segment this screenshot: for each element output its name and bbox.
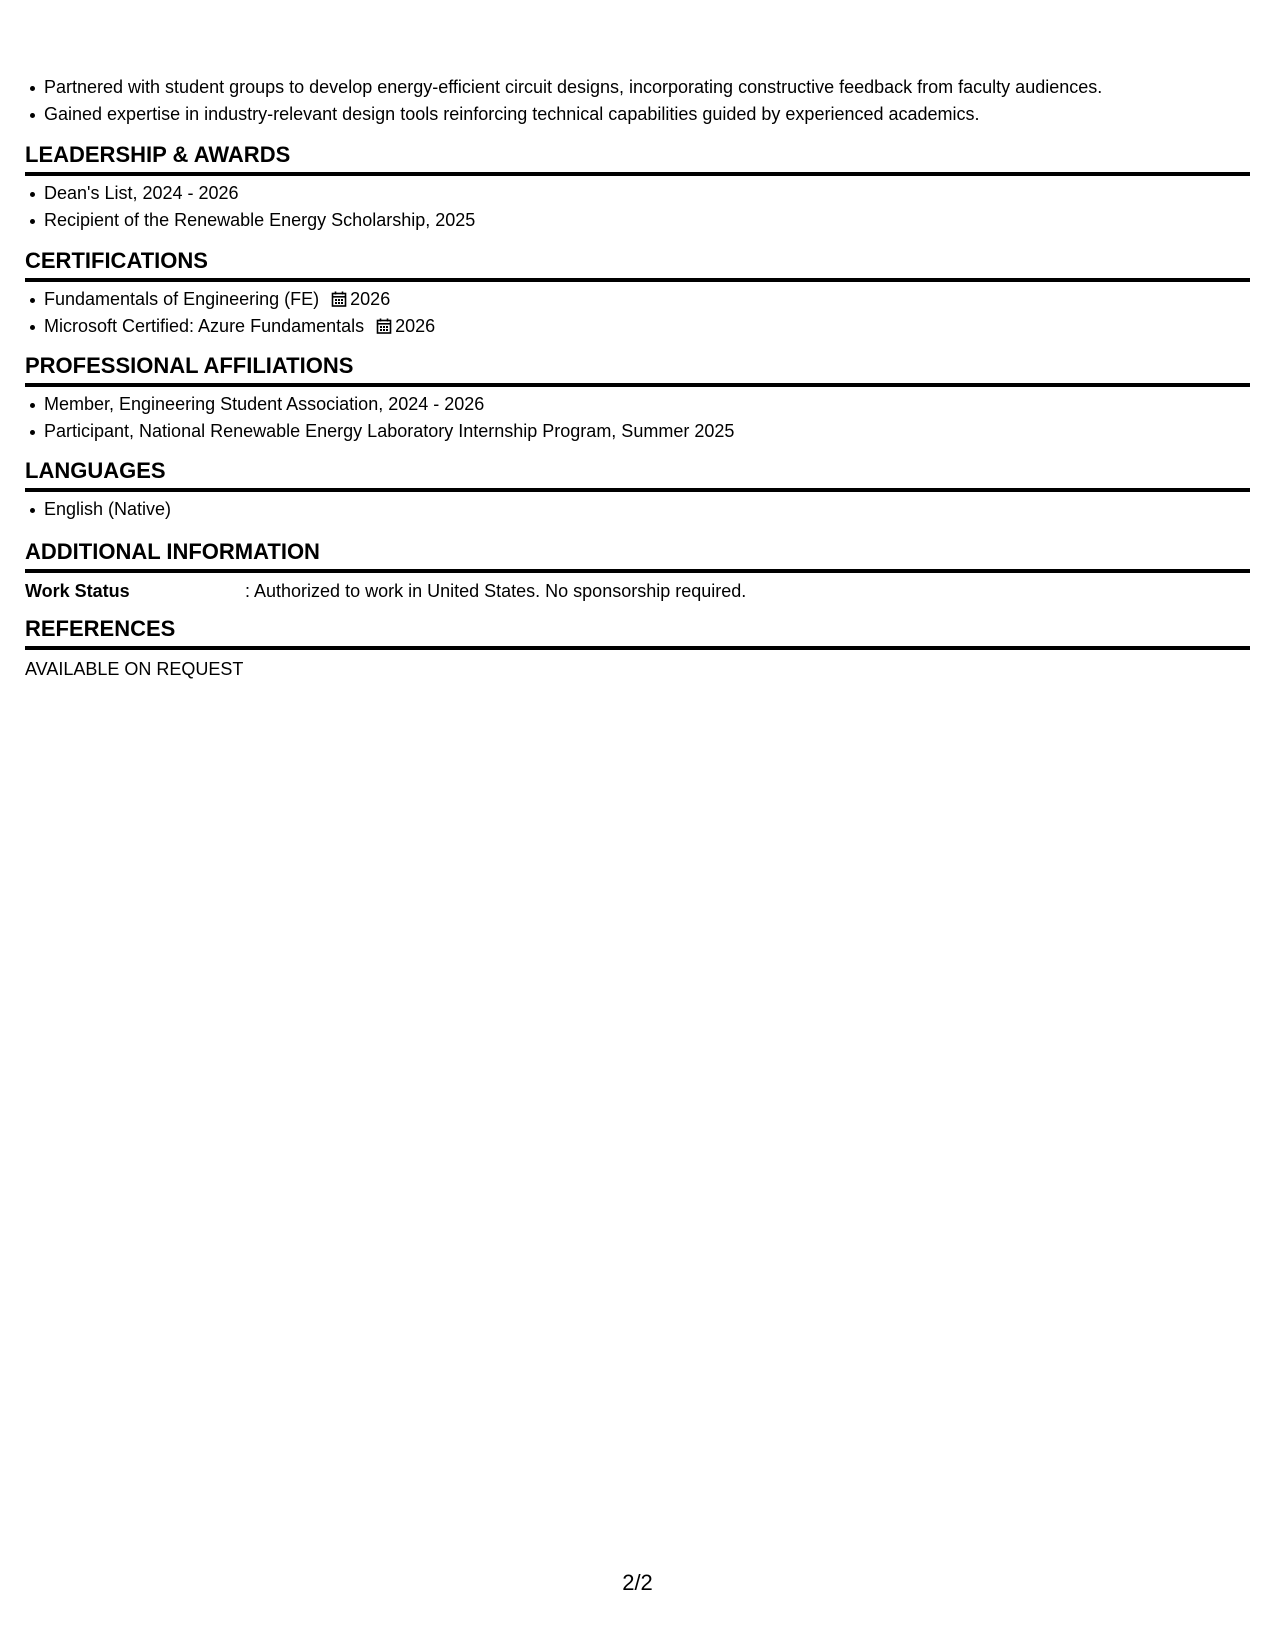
section-title-affiliations: PROFESSIONAL AFFILIATIONS <box>25 353 354 378</box>
affiliations-section <box>25 352 1250 445</box>
affiliations-list <box>25 391 1250 445</box>
section-divider <box>25 172 1250 176</box>
experience-bullet-list <box>25 74 1250 128</box>
languages-section <box>25 457 1250 523</box>
calendar-icon <box>376 315 392 331</box>
section-divider <box>25 569 1250 573</box>
page-number: 2/2 <box>622 1570 653 1595</box>
section-divider <box>25 488 1250 492</box>
section-title-leadership: LEADERSHIP & AWARDS <box>25 142 291 167</box>
experience-continuation <box>25 74 1250 128</box>
affiliation-item: Member, Engineering Student Association, 2024 - 2026 <box>25 391 1250 418</box>
experience-bullet: Gained expertise in industry-relevant design tools reinforcing technical capabilities guided by experienced academics. <box>25 101 1250 128</box>
affiliation-item: Participant, National Renewable Energy Laboratory Internship Program, Summer 2025 <box>25 418 1250 445</box>
section-divider <box>25 383 1250 387</box>
certification-item <box>25 286 1250 313</box>
section-title-references: REFERENCES <box>25 616 176 641</box>
certification-name: Microsoft Certified: Azure Fundamentals <box>44 316 365 336</box>
certifications-section <box>25 247 1250 340</box>
section-divider <box>25 646 1250 650</box>
references-section <box>25 615 1250 682</box>
work-status-label: Work Status <box>25 581 130 601</box>
section-title-additional: ADDITIONAL INFORMATION <box>25 539 320 564</box>
certification-year: 2026 <box>350 289 391 309</box>
work-status-value: : Authorized to work in United States. No sponsorship required. <box>245 581 747 601</box>
certification-year: 2026 <box>395 316 436 336</box>
certifications-list <box>25 286 1250 340</box>
work-status-row <box>25 578 1250 604</box>
calendar-icon <box>331 288 347 304</box>
experience-bullet: Partnered with student groups to develop energy-efficient circuit designs, incorporating constructive feedback from faculty audiences. <box>25 74 1250 101</box>
section-title-languages: LANGUAGES <box>25 458 166 483</box>
references-text: AVAILABLE ON REQUEST <box>25 659 244 679</box>
leadership-list <box>25 180 1250 234</box>
leadership-section <box>25 141 1250 234</box>
leadership-item: Dean's List, 2024 - 2026 <box>25 180 1250 207</box>
section-divider <box>25 278 1250 282</box>
certification-item <box>25 313 1250 340</box>
additional-section <box>25 538 1250 604</box>
languages-list <box>25 496 1250 523</box>
section-title-certifications: CERTIFICATIONS <box>25 248 208 273</box>
leadership-item: Recipient of the Renewable Energy Scholarship, 2025 <box>25 207 1250 234</box>
language-item: English (Native) <box>25 496 1250 523</box>
certification-name: Fundamentals of Engineering (FE) <box>44 289 320 309</box>
